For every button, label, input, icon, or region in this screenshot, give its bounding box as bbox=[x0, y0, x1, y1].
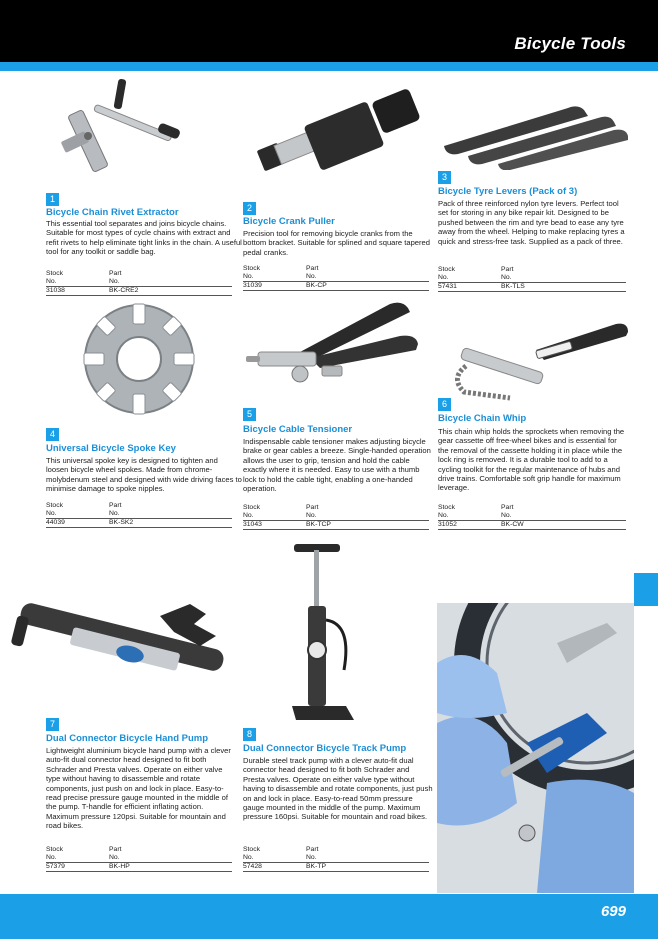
part-header: Part bbox=[306, 504, 319, 511]
stock-header: Stock bbox=[243, 504, 260, 511]
part-header-no: No. bbox=[109, 510, 120, 517]
part-header: Part bbox=[109, 502, 122, 509]
stock-header-no: No. bbox=[438, 512, 449, 519]
stock-number: 31039 bbox=[243, 282, 262, 289]
divider bbox=[438, 291, 626, 292]
product-title: Universal Bicycle Spoke Key bbox=[46, 443, 176, 454]
divider bbox=[243, 529, 429, 530]
product-title: Bicycle Crank Puller bbox=[243, 216, 335, 227]
part-header: Part bbox=[501, 266, 514, 273]
part-number: BK-TP bbox=[306, 863, 327, 870]
tyre-levers-image bbox=[438, 90, 634, 170]
product-description: This universal spoke key is designed to tighten and loosen bicycle wheel spokes. Made from chrome-molybdenum steel and designed with wide driving faces to minimise damage to spoke nipples. bbox=[46, 456, 242, 494]
stock-header-no: No. bbox=[46, 510, 57, 517]
stock-header-no: No. bbox=[438, 274, 449, 281]
stock-header: Stock bbox=[438, 266, 455, 273]
chain-whip-image bbox=[440, 316, 634, 406]
page-header bbox=[0, 0, 658, 62]
stock-number: 57431 bbox=[438, 283, 457, 290]
divider bbox=[46, 871, 232, 872]
product-description: Indispensable cable tensioner makes adjusting bicycle brake or gear cables a breeze. Single-handed operation allows the user to grip, tension and hold the cable exactly where it is needed. Easy to use with a thumb lock to hold the cable tight, enabling a one-handed operation. bbox=[243, 437, 431, 494]
part-number: BK-CW bbox=[501, 521, 524, 528]
stock-header-no: No. bbox=[243, 854, 254, 861]
part-number: BK-TLS bbox=[501, 283, 525, 290]
page-number: 699 bbox=[600, 903, 626, 920]
stock-header: Stock bbox=[243, 846, 260, 853]
crank-puller-image bbox=[240, 88, 430, 200]
stock-number: 44039 bbox=[46, 519, 65, 526]
product-number-badge: 7 bbox=[46, 718, 59, 731]
part-header-no: No. bbox=[306, 273, 317, 280]
stock-header-no: No. bbox=[46, 854, 57, 861]
product-description: Pack of three reinforced nylon tyre levers. Perfect tool set for storing in any bike repair kit. Designed to be pushed between the rim and tyre bead to ease any tyre away from the wheel. Helping to make replacing tyres a quick and stress-free task. Supplied as a pack of three. bbox=[438, 199, 625, 246]
spoke-key-image bbox=[80, 300, 198, 418]
stock-header-no: No. bbox=[243, 273, 254, 280]
part-header-no: No. bbox=[501, 274, 512, 281]
stock-number: 31043 bbox=[243, 521, 262, 528]
part-number: BK-CP bbox=[306, 282, 327, 289]
part-header: Part bbox=[501, 504, 514, 511]
product-title: Bicycle Tyre Levers (Pack of 3) bbox=[438, 186, 578, 197]
stock-header: Stock bbox=[46, 502, 63, 509]
chain-rivet-extractor-image bbox=[40, 74, 200, 192]
part-header-no: No. bbox=[501, 512, 512, 519]
product-description: Lightweight aluminium bicycle hand pump with a clever auto-fit dual connector head designed to fit both Schrader and Presta valves. Operate on either valve type without having to disassemble and rotate components, just push on and lock in place. Easy-to-read precise pressure gauge mounted in the middle of the pump. T-handle for efficient inflating action. Maximum pressure 120psi. Suitable for mountain and road bikes. bbox=[46, 746, 231, 831]
part-header-no: No. bbox=[109, 854, 120, 861]
product-number-badge: 8 bbox=[243, 728, 256, 741]
stock-number: 57379 bbox=[46, 863, 65, 870]
part-header: Part bbox=[306, 846, 319, 853]
part-header-no: No. bbox=[109, 278, 120, 285]
stock-number: 57428 bbox=[243, 863, 262, 870]
stock-header: Stock bbox=[46, 846, 63, 853]
product-description: Precision tool for removing bicycle cranks from the bottom bracket. Suitable for splined and square tapered pedal cranks. bbox=[243, 229, 431, 257]
product-title: Dual Connector Bicycle Track Pump bbox=[243, 743, 407, 754]
divider bbox=[243, 871, 429, 872]
part-header: Part bbox=[306, 265, 319, 272]
stock-table bbox=[243, 265, 429, 290]
stock-table bbox=[46, 502, 232, 527]
part-header-no: No. bbox=[306, 512, 317, 519]
product-number-badge: 3 bbox=[438, 171, 451, 184]
page-title: Bicycle Tools bbox=[514, 34, 626, 53]
product-description: This chain whip holds the sprockets when removing the gear cassette off free-wheel bikes and is essential for the removal of the cassette holding it in place while the lock ring is removed. It is a durable tool to add to a cycling toolkit for the regular maintenance of hubs and drive trains. Comfortable soft grip handle for maximum leverage. bbox=[438, 427, 625, 493]
product-number-badge: 1 bbox=[46, 193, 59, 206]
stock-table bbox=[438, 266, 626, 291]
mechanic-hands-image bbox=[437, 603, 634, 893]
product-title: Dual Connector Bicycle Hand Pump bbox=[46, 733, 209, 744]
part-header: Part bbox=[109, 846, 122, 853]
divider bbox=[243, 290, 429, 291]
page-footer bbox=[0, 894, 658, 939]
stock-header-no: No. bbox=[243, 512, 254, 519]
product-number-badge: 5 bbox=[243, 408, 256, 421]
part-number: BK-CRE2 bbox=[109, 287, 139, 294]
stock-header: Stock bbox=[46, 270, 63, 277]
part-number: BK-SK2 bbox=[109, 519, 134, 526]
stock-number: 31052 bbox=[438, 521, 457, 528]
stock-header-no: No. bbox=[46, 278, 57, 285]
product-number-badge: 6 bbox=[438, 398, 451, 411]
cable-tensioner-image bbox=[240, 296, 430, 406]
stock-table bbox=[46, 846, 232, 871]
stock-table bbox=[243, 846, 429, 871]
part-number: BK-HP bbox=[109, 863, 130, 870]
stock-number: 31038 bbox=[46, 287, 65, 294]
hand-pump-image bbox=[10, 596, 240, 716]
product-description: Durable steel track pump with a clever auto-fit dual connector head designed to fit both Schrader and Presta valves. Operate on either valve type without having to disassemble and rotate components, just push on and lock in place. Easy-to-read 50mm pressure gauge mounted in the middle of the pump. Maximum pressure 160psi. Suitable for mountain and road bikes. bbox=[243, 756, 433, 822]
stock-header: Stock bbox=[438, 504, 455, 511]
divider bbox=[438, 529, 626, 530]
workshop-photo bbox=[437, 603, 634, 893]
product-title: Bicycle Chain Whip bbox=[438, 413, 527, 424]
divider bbox=[46, 527, 232, 528]
stock-table bbox=[243, 504, 429, 529]
part-number: BK-TCP bbox=[306, 521, 331, 528]
section-tab bbox=[634, 573, 658, 606]
stock-header: Stock bbox=[243, 265, 260, 272]
header-stripe bbox=[0, 62, 658, 71]
stock-table bbox=[46, 270, 232, 295]
track-pump-image bbox=[282, 540, 392, 726]
part-header: Part bbox=[109, 270, 122, 277]
stock-table bbox=[438, 504, 626, 529]
product-description: This essential tool separates and joins bicycle chains. Suitable for most types of cycle chains with extract and refit rivets to help eliminate tight links in the chain. A useful tool for any toolkit or saddle bag. bbox=[46, 219, 242, 257]
divider bbox=[46, 295, 232, 296]
product-number-badge: 2 bbox=[243, 202, 256, 215]
product-number-badge: 4 bbox=[46, 428, 59, 441]
product-title: Bicycle Chain Rivet Extractor bbox=[46, 207, 179, 218]
part-header-no: No. bbox=[306, 854, 317, 861]
product-title: Bicycle Cable Tensioner bbox=[243, 424, 353, 435]
